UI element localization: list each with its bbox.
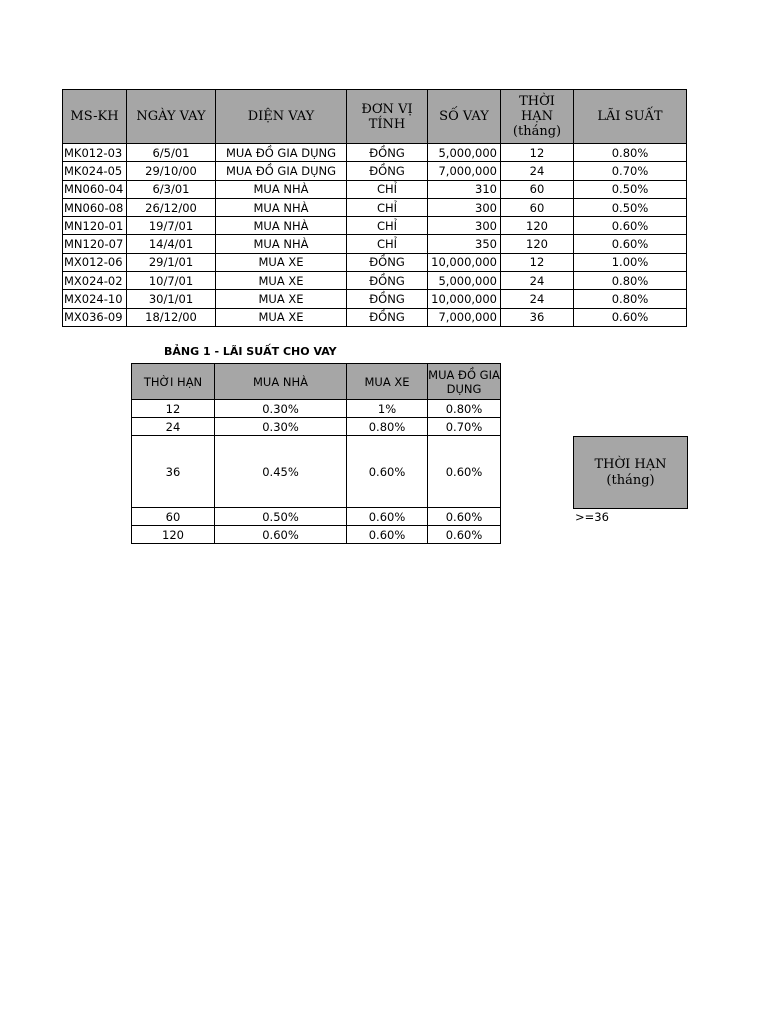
cell-term[interactable]: 60 bbox=[501, 180, 574, 198]
cell-unit[interactable]: CHỈ bbox=[347, 180, 428, 198]
table-row bbox=[63, 308, 687, 326]
cell-loan-type[interactable]: MUA XE bbox=[216, 290, 347, 308]
header-loan-type[interactable]: DIỆN VAY bbox=[216, 90, 347, 144]
cell-amount[interactable]: 5,000,000 bbox=[428, 272, 501, 290]
cell-rate[interactable]: 1.00% bbox=[574, 253, 687, 271]
cell-rate[interactable]: 0.70% bbox=[574, 162, 687, 180]
cell-loan-type[interactable]: MUA ĐỒ GIA DỤNG bbox=[216, 162, 347, 180]
table-row bbox=[63, 253, 687, 271]
criteria-header-line2: (tháng) bbox=[606, 472, 655, 488]
table-row bbox=[132, 526, 501, 544]
cell-amount[interactable]: 10,000,000 bbox=[428, 290, 501, 308]
cell-code[interactable]: MX024-02 bbox=[63, 272, 127, 290]
cell-rate[interactable]: 0.60% bbox=[574, 217, 687, 235]
cell-term[interactable]: 24 bbox=[501, 290, 574, 308]
table-header-row bbox=[63, 90, 687, 144]
lookup-cell-appliance[interactable]: 0.60% bbox=[428, 508, 501, 526]
cell-date[interactable]: 14/4/01 bbox=[127, 235, 216, 253]
cell-term[interactable]: 60 bbox=[501, 198, 574, 216]
cell-loan-type[interactable]: MUA ĐỒ GIA DỤNG bbox=[216, 144, 347, 162]
lookup-cell-house[interactable]: 0.60% bbox=[215, 526, 347, 544]
cell-date[interactable]: 6/5/01 bbox=[127, 144, 216, 162]
cell-unit[interactable]: ĐỒNG bbox=[347, 144, 428, 162]
cell-unit[interactable]: ĐỒNG bbox=[347, 290, 428, 308]
header-code[interactable]: MS-KH bbox=[63, 90, 127, 144]
criteria-header[interactable] bbox=[573, 436, 688, 509]
criteria-header-line1: THỜI HẠN bbox=[594, 456, 667, 472]
lookup-cell-house[interactable]: 0.30% bbox=[215, 418, 347, 436]
cell-amount[interactable]: 300 bbox=[428, 217, 501, 235]
cell-unit[interactable]: CHỈ bbox=[347, 235, 428, 253]
lookup-header-house[interactable]: MUA NHÀ bbox=[215, 364, 347, 400]
cell-unit[interactable]: ĐỒNG bbox=[347, 253, 428, 271]
cell-unit[interactable]: ĐỒNG bbox=[347, 272, 428, 290]
table-row bbox=[63, 144, 687, 162]
cell-amount[interactable]: 7,000,000 bbox=[428, 162, 501, 180]
cell-loan-type[interactable]: MUA XE bbox=[216, 253, 347, 271]
table-row bbox=[63, 162, 687, 180]
table-row bbox=[132, 400, 501, 418]
cell-term[interactable]: 24 bbox=[501, 272, 574, 290]
cell-loan-type[interactable]: MUA NHÀ bbox=[216, 217, 347, 235]
lookup-cell-term[interactable]: 36 bbox=[132, 436, 215, 508]
lookup-cell-term[interactable]: 12 bbox=[132, 400, 215, 418]
cell-code[interactable]: MX036-09 bbox=[63, 308, 127, 326]
table-row bbox=[132, 508, 501, 526]
header-amount[interactable]: SỐ VAY bbox=[428, 90, 501, 144]
cell-unit[interactable]: CHỈ bbox=[347, 198, 428, 216]
cell-unit[interactable]: ĐỒNG bbox=[347, 308, 428, 326]
cell-amount[interactable]: 350 bbox=[428, 235, 501, 253]
lookup-cell-house[interactable]: 0.45% bbox=[215, 436, 347, 508]
cell-date[interactable]: 29/1/01 bbox=[127, 253, 216, 271]
lookup-cell-car[interactable]: 0.60% bbox=[347, 526, 428, 544]
lookup-cell-appliance[interactable]: 0.70% bbox=[428, 418, 501, 436]
cell-loan-type[interactable]: MUA NHÀ bbox=[216, 235, 347, 253]
cell-date[interactable]: 30/1/01 bbox=[127, 290, 216, 308]
table-header-row bbox=[132, 364, 501, 400]
cell-rate[interactable]: 0.80% bbox=[574, 272, 687, 290]
table-row bbox=[63, 180, 687, 198]
lookup-cell-car[interactable]: 0.60% bbox=[347, 508, 428, 526]
table-row bbox=[63, 198, 687, 216]
cell-rate[interactable]: 0.80% bbox=[574, 290, 687, 308]
lookup-header-appliance[interactable]: MUA ĐỒ GIA DỤNG bbox=[428, 364, 501, 400]
cell-term[interactable]: 120 bbox=[501, 235, 574, 253]
table-row bbox=[63, 235, 687, 253]
lookup-cell-appliance[interactable]: 0.60% bbox=[428, 526, 501, 544]
header-date[interactable]: NGÀY VAY bbox=[127, 90, 216, 144]
cell-date[interactable]: 19/7/01 bbox=[127, 217, 216, 235]
cell-date[interactable]: 10/7/01 bbox=[127, 272, 216, 290]
cell-code[interactable]: MK024-05 bbox=[63, 162, 127, 180]
lookup-cell-house[interactable]: 0.50% bbox=[215, 508, 347, 526]
cell-amount[interactable]: 300 bbox=[428, 198, 501, 216]
cell-unit[interactable]: ĐỒNG bbox=[347, 162, 428, 180]
cell-code[interactable]: MX024-10 bbox=[63, 290, 127, 308]
cell-amount[interactable]: 10,000,000 bbox=[428, 253, 501, 271]
cell-term[interactable]: 120 bbox=[501, 217, 574, 235]
cell-code[interactable]: MN060-08 bbox=[63, 198, 127, 216]
table-row bbox=[63, 217, 687, 235]
cell-amount[interactable]: 7,000,000 bbox=[428, 308, 501, 326]
header-unit[interactable]: ĐƠN VỊ TÍNH bbox=[347, 90, 428, 144]
lookup-cell-car[interactable]: 0.80% bbox=[347, 418, 428, 436]
cell-date[interactable]: 29/10/00 bbox=[127, 162, 216, 180]
cell-term[interactable]: 12 bbox=[501, 253, 574, 271]
cell-term[interactable]: 12 bbox=[501, 144, 574, 162]
cell-rate[interactable]: 0.60% bbox=[574, 235, 687, 253]
cell-term[interactable]: 36 bbox=[501, 308, 574, 326]
cell-code[interactable]: MN060-04 bbox=[63, 180, 127, 198]
interest-rate-table bbox=[131, 363, 501, 544]
cell-loan-type[interactable]: MUA NHÀ bbox=[216, 198, 347, 216]
cell-date[interactable]: 26/12/00 bbox=[127, 198, 216, 216]
cell-loan-type[interactable]: MUA NHÀ bbox=[216, 180, 347, 198]
criteria-value[interactable]: >=36 bbox=[575, 510, 609, 524]
lookup-cell-appliance[interactable]: 0.80% bbox=[428, 400, 501, 418]
cell-code[interactable]: MN120-07 bbox=[63, 235, 127, 253]
cell-code[interactable]: MK012-03 bbox=[63, 144, 127, 162]
cell-code[interactable]: MN120-01 bbox=[63, 217, 127, 235]
lookup-cell-house[interactable]: 0.30% bbox=[215, 400, 347, 418]
cell-rate[interactable]: 0.60% bbox=[574, 308, 687, 326]
cell-date[interactable]: 6/3/01 bbox=[127, 180, 216, 198]
cell-unit[interactable]: CHỈ bbox=[347, 217, 428, 235]
lookup-cell-term[interactable]: 24 bbox=[132, 418, 215, 436]
cell-loan-type[interactable]: MUA XE bbox=[216, 272, 347, 290]
lookup-cell-term[interactable]: 120 bbox=[132, 526, 215, 544]
cell-rate[interactable]: 0.50% bbox=[574, 198, 687, 216]
cell-amount[interactable]: 5,000,000 bbox=[428, 144, 501, 162]
cell-date[interactable]: 18/12/00 bbox=[127, 308, 216, 326]
lookup-header-term[interactable]: THỜI HẠN bbox=[132, 364, 215, 400]
header-rate[interactable]: LÃI SUẤT bbox=[574, 90, 687, 144]
table-row bbox=[132, 418, 501, 436]
lookup-header-car[interactable]: MUA XE bbox=[347, 364, 428, 400]
cell-amount[interactable]: 310 bbox=[428, 180, 501, 198]
cell-rate[interactable]: 0.50% bbox=[574, 180, 687, 198]
lookup-cell-car[interactable]: 0.60% bbox=[347, 436, 428, 508]
lookup-title: BẢNG 1 - LÃI SUẤT CHO VAY bbox=[164, 345, 337, 358]
lookup-cell-term[interactable]: 60 bbox=[132, 508, 215, 526]
loan-table bbox=[62, 89, 687, 327]
table-row bbox=[63, 272, 687, 290]
lookup-cell-car[interactable]: 1% bbox=[347, 400, 428, 418]
header-term[interactable]: THỜI HẠN (tháng) bbox=[501, 90, 574, 144]
cell-code[interactable]: MX012-06 bbox=[63, 253, 127, 271]
cell-term[interactable]: 24 bbox=[501, 162, 574, 180]
lookup-cell-appliance[interactable]: 0.60% bbox=[428, 436, 501, 508]
table-row bbox=[132, 436, 501, 508]
table-row bbox=[63, 290, 687, 308]
cell-loan-type[interactable]: MUA XE bbox=[216, 308, 347, 326]
cell-rate[interactable]: 0.80% bbox=[574, 144, 687, 162]
